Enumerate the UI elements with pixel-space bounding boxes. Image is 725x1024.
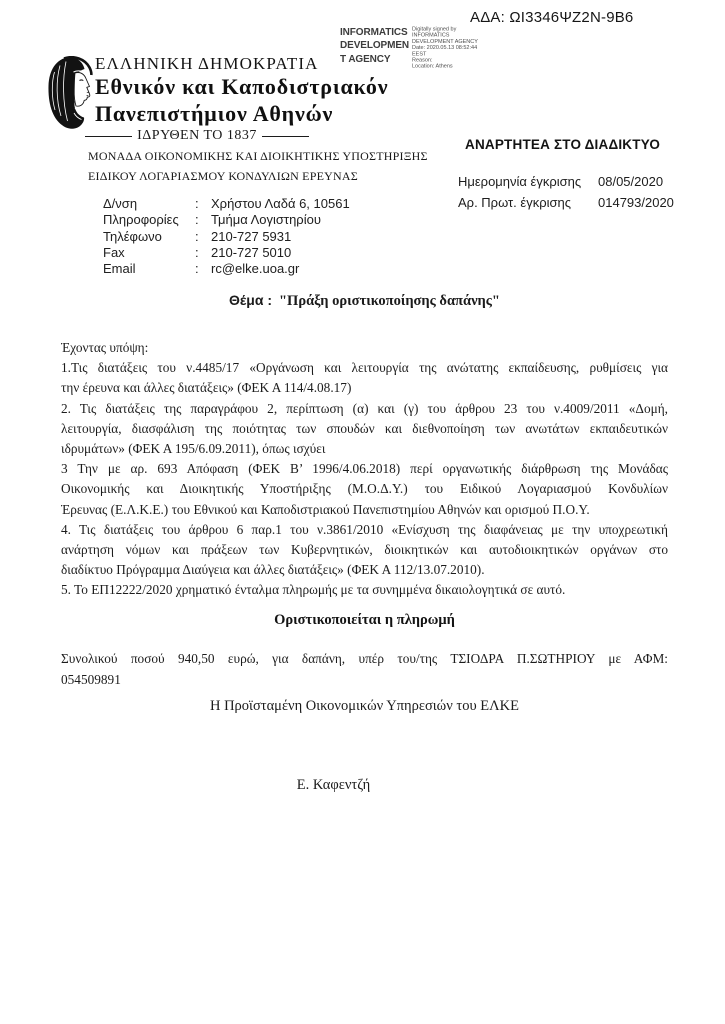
contact-row-phone [103, 229, 350, 245]
unit-line2: ΕΙΔΙΚΟΥ ΛΟΓΑΡΙΑΣΜΟΥ ΚΟΝΔΥΛΙΩΝ ΕΡΕΥΝΑΣ [88, 169, 358, 183]
subject-label: Θέμα : [229, 292, 272, 308]
contact-value: Τμήμα Λογιστηρίου [211, 212, 321, 228]
body-text-line: διαδίκτυο Πρόγραμμα Διαύγεια και άλλες διατάξεις» (ΦΕΚ Α 112/13.07.2010). [61, 562, 485, 578]
subject-line [61, 292, 668, 310]
signature-detail-line: EEST [412, 50, 427, 57]
colon-separator: : [195, 196, 199, 211]
colon-separator: : [195, 228, 199, 244]
approval-date-value: 08/05/2020 [598, 174, 664, 189]
body-text-line: 1.Τις διατάξεις του ν.4485/17 «Οργάνωση και λειτουργία της ανώτατης εκπαίδευσης, ρυθμίσεις για [61, 360, 668, 376]
body-text-line: λειτουργία, διασφάλιση της ποιότητας των σπουδών και διεθνοποίηση των ανωτάτων εκπαιδευτικών [61, 420, 668, 436]
legal-considerations-text [61, 338, 668, 600]
contact-label: Δ/νση [103, 196, 138, 211]
protocol-number-value: 014793/2020 [598, 194, 674, 210]
approval-date-label: Ημερομηνία έγκρισης [458, 174, 582, 189]
body-text-line: 3 Την με αρ. 693 Απόφαση (ΦΕΚ Β’ 1996/4.06.2018) περί οργανωτικής διάρθρωση της Μονάδας [61, 461, 668, 477]
ada-value: ΩΙ3346ΨΖ2Ν-9Β6 [509, 9, 634, 26]
body-text-line: Οικονομικής και Διοικητικής Υποστήριξης (Μ.Ο.Δ.Υ.) του Ειδικού Λογαριασμού Κονδυλίων [61, 481, 668, 497]
signatory-role: Η Προϊσταμένη Οικονομικών Υπηρεσιών του ΕΛΚΕ [209, 698, 519, 714]
signatory-name: Ε. Καφεντζή [296, 777, 371, 793]
contact-value: rc@elke.uoa.gr [211, 261, 300, 277]
colon-separator: : [195, 244, 199, 260]
body-text-line: ιδρυμάτων» (ΦΕΚ Α 195/6.09.2011), όπως ισχύει [61, 440, 326, 456]
signature-agency-line: DEVELOPMEN [340, 40, 410, 52]
contact-value: 210-727 5931 [211, 228, 292, 244]
contact-value: Χρήστου Λαδά 6, 10561 [211, 196, 350, 211]
contact-row-address [103, 196, 350, 212]
signature-detail-line: Location: Athens [412, 63, 453, 70]
university-name-line2: Πανεπιστήμιον Αθηνών [95, 101, 334, 126]
hellenic-republic-title: ΕΛΛΗΝΙΚΗ ΔΗΜΟΚΡΑΤΙΑ [95, 54, 319, 73]
protocol-number-row [458, 195, 674, 216]
body-text-line: την έρευνα και άλλες διατάξεις» (ΦΕΚ Α 114/4.08.17) [61, 380, 352, 396]
signature-detail-line: Reason: [412, 57, 433, 64]
approval-block [458, 174, 674, 215]
digital-signature-details [412, 26, 502, 74]
signature-agency-line: T AGENCY [340, 53, 391, 65]
finalization-heading: Οριστικοποιείται η πληρωμή [274, 612, 455, 628]
contact-label: Fax [103, 244, 125, 260]
ada-code-line [470, 9, 633, 26]
body-text-line: 5. Το ΕΠ12222/2020 χρηματικό ένταλμα πληρωμής με τα συνημμένα δικαιολογητικά σε αυτό. [61, 582, 566, 598]
body-text-line: 4. Τις διατάξεις του άρθρου 6 παρ.1 του ν.3861/2010 «Ενίσχυση της διαφάνειας με την υποχρεωτική [61, 521, 668, 537]
contact-label: Τηλέφωνο [103, 228, 162, 244]
signature-detail-line: INFORMATICS [412, 32, 450, 39]
contact-row-email [103, 261, 350, 277]
unit-line1: ΜΟΝΑΔΑ ΟΙΚΟΝΟΜΙΚΗΣ ΚΑΙ ΔΙΟΙΚΗΤΙΚΗΣ ΥΠΟΣΤΗΡΙΞΗΣ [88, 149, 428, 163]
payment-text-line: 054509891 [61, 671, 121, 687]
subject-title: "Πράξη οριστικοποίησης δαπάνης" [278, 293, 500, 309]
colon-separator: : [195, 261, 199, 277]
digital-signature-agency [340, 26, 418, 66]
payment-amount-text [61, 649, 668, 691]
contact-value: 210-727 5010 [211, 244, 292, 260]
body-text-line: 2. Τις διατάξεις της παραγράφου 2, περίπτωση (α) και (γ) του άρθρου 23 του ν.4009/2011 «Δομή, [61, 400, 668, 416]
colon-separator: : [195, 212, 199, 228]
body-text-line: Έρευνας (Ε.Λ.Κ.Ε.) του Εθνικού και Καποδιστριακού Πανεπιστημίου Αθηνών και ορισμού Π.Ο.Υ. [61, 501, 590, 517]
ada-label: ΑΔΑ: [470, 9, 505, 26]
body-text-line: ανάρτηση νόμων και πράξεων των Κυβερνητικών, διοικητικών και αυτοδιοικητικών οργάνων στο [61, 541, 668, 557]
contact-label: Email [103, 261, 136, 277]
approval-date-row [458, 174, 674, 195]
founded-rule-right [262, 136, 309, 137]
contact-block [103, 196, 350, 277]
signature-details-text [412, 26, 502, 69]
founded-text: ΙΔΡΥΘΕΝ ΤΟ 1837 [137, 128, 257, 143]
payment-text-line: Συνολικού ποσού 940,50 ευρώ, για δαπάνη, υπέρ του/της ΤΣΙΟΔΡΑ Π.ΣΩΤΗΡΙΟΥ με ΑΦΜ: [61, 651, 668, 666]
athena-emblem-icon [46, 56, 96, 130]
university-name-line1: Εθνικόν και Καποδιστριακόν [95, 74, 389, 99]
founded-rule-left [85, 136, 132, 137]
signature-agency-line: INFORMATICS [340, 27, 408, 38]
contact-row-fax [103, 245, 350, 261]
signature-detail-line: Date: 2020.05.13 08:52:44 [412, 44, 478, 51]
contact-label: Πληροφορίες [103, 212, 179, 228]
signature-detail-line: DEVELOPMENT AGENCY [412, 38, 478, 45]
contact-row-info [103, 212, 350, 228]
internet-posting-title: ΑΝΑΡΤΗΤΕΑ ΣΤΟ ΔΙΑΔΙΚΤΥΟ [465, 137, 661, 152]
protocol-number-label: Αρ. Πρωτ. έγκρισης [458, 194, 571, 210]
signature-detail-line: Digitally signed by [412, 26, 457, 32]
body-text-line: Έχοντας υπόψη: [61, 340, 149, 355]
founded-line [85, 128, 309, 144]
